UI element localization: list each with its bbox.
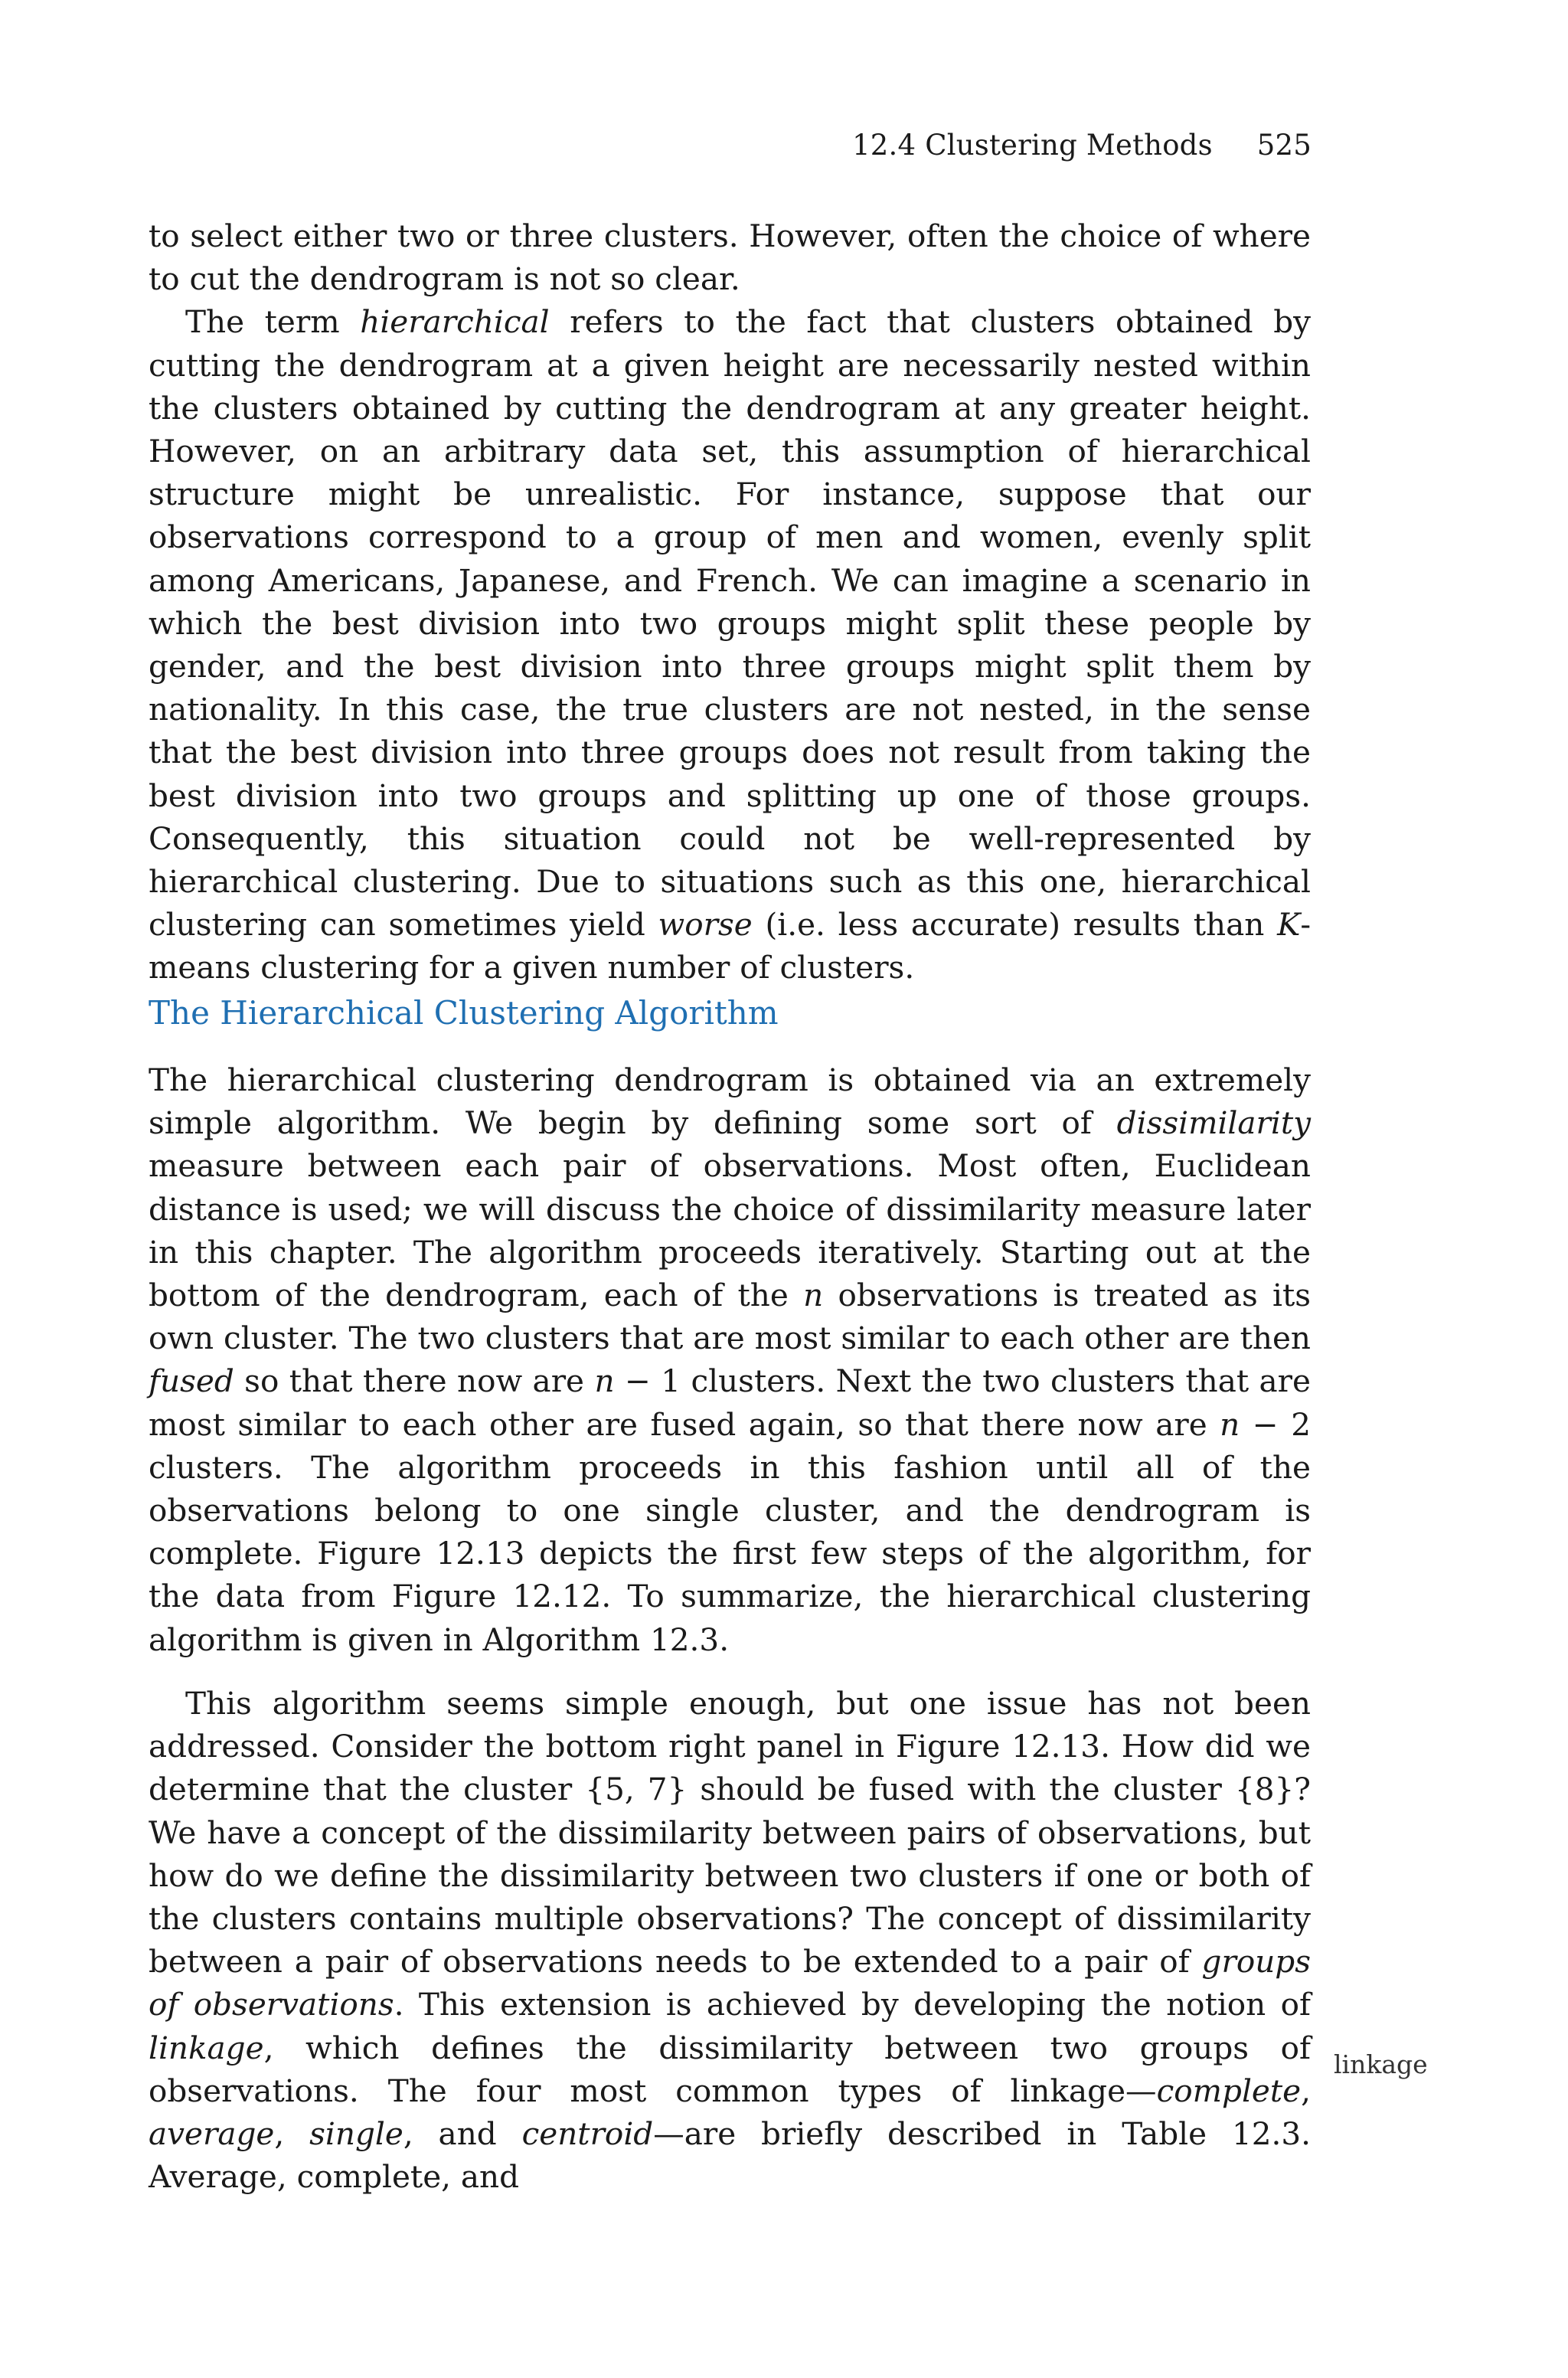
p3-var-n3: n [1220, 1405, 1240, 1443]
p3-text-c: observations is treated as its own cluster. The two clusters that are most similar to each other are then [149, 1277, 1311, 1357]
paragraph-1: to select either two or three clusters. However, often the choice of where to cut the dendrogram is not so clear. [149, 218, 1311, 298]
p4-em-linkage: linkage [149, 2029, 264, 2066]
p4-text-a: This algorithm seems simple enough, but one issue has not been addressed. Consider the bottom right panel in Figure 12.13. How did we determine that the cluster {5, 7} should be fused with the cluster {8}? We have a concept of the dissimilarity between pairs of observations, but how do we define the dissimilarity between two clusters if one or both of the clusters contains multiple observations? The concept of dissimilarity between a pair of observations needs to be extended to a pair of [149, 1685, 1311, 1981]
p3-var-n2: n [594, 1362, 615, 1400]
p4-text-g: —are briefly described in Table 12.3. Average, complete, and [149, 2115, 1311, 2196]
p2-text-d: -means clustering for a given number of clusters. [149, 906, 1312, 986]
p2-var-k: K [1277, 906, 1301, 944]
p4-text-d: , [1301, 2072, 1311, 2109]
page-number: 525 [1256, 129, 1312, 162]
p4-text-f: , and [403, 2115, 522, 2153]
p4-em-single: single [309, 2115, 403, 2153]
section-heading: The Hierarchical Clustering Algorithm [149, 994, 779, 1032]
paragraph-3-block [149, 1058, 1311, 1661]
p2-em-hierarchical: hierarchical [360, 303, 550, 341]
p4-em-complete: complete [1156, 2072, 1302, 2109]
p4-em-average: average [149, 2115, 275, 2153]
p4-text-e: , [274, 2115, 310, 2153]
p4-em-groups-of-observations: groups of observations [149, 1943, 1311, 2023]
paragraph-4 [149, 1682, 1311, 2198]
paragraph-1-block [149, 214, 1311, 989]
paragraph-2 [149, 300, 1311, 989]
paragraph-4-block [149, 1682, 1311, 2198]
p3-text-d: so that there now are [234, 1362, 595, 1400]
p4-text-b: . This extension is achieved by developing the notion of [394, 1986, 1312, 2023]
p3-text-f: − 2 clusters. The algorithm proceeds in this fashion until all of the observations belong to one single cluster, and the dendrogram is complete. Figure 12.13 depicts the first few steps of the algorithm, for the data from Figure 12.12. To summarize, the hierarchical clustering algorithm is given in Algorithm 12.3. [149, 1405, 1311, 1658]
p4-text-c: , which defines the dissimilarity between two groups of observations. The four most common types of linkage— [149, 2029, 1311, 2109]
p2-text-a: The term [185, 303, 361, 341]
p2-text-b: refers to the fact that clusters obtained by cutting the dendrogram at a given height are necessarily nested within the clusters obtained by cutting the dendrogram at any greater height. However, on an arbitrary data set, this assumption of hierarchical structure might be unrealistic. For instance, suppose that our observations correspond to a group of men and women, evenly split among Americans, Japanese, and French. We can imagine a scenario in which the best division into two groups might split these people by gender, and the best division into three groups might split them by nationality. In this case, the true clusters are not nested, in the sense that the best division into three groups does not result from taking the best division into two groups and splitting up one of those groups. Consequently, this situation could not be well-represented by hierarchical clustering. Due to situations such as this one, hierarchical clustering can sometimes yield [149, 303, 1311, 944]
p3-em-dissimilarity: dissimilarity [1116, 1104, 1311, 1142]
p3-text-b: measure between each pair of observations. Most often, Euclidean distance is used; we will discuss the choice of dissimilarity measure later in this chapter. The algorithm proceeds iteratively. Starting out at the bottom of the dendrogram, each of the [149, 1147, 1311, 1314]
p3-var-n1: n [803, 1277, 824, 1314]
running-head [852, 129, 1312, 162]
p4-em-centroid: centroid [521, 2115, 654, 2153]
p3-text-e: − 1 clusters. Next the two clusters that are most similar to each other are fused again, so that there now are [149, 1362, 1311, 1443]
p2-em-worse: worse [658, 906, 753, 944]
p2-text-c: (i.e. less accurate) results than [752, 906, 1278, 944]
margin-note-linkage: linkage [1334, 2049, 1428, 2079]
running-head-section: 12.4 Clustering Methods [852, 129, 1213, 162]
paragraph-3 [149, 1058, 1311, 1661]
p3-em-fused: fused [149, 1362, 234, 1400]
p3-text-a: The hierarchical clustering dendrogram is obtained via an extremely simple algorithm. We begin by defining some sort of [149, 1061, 1311, 1142]
